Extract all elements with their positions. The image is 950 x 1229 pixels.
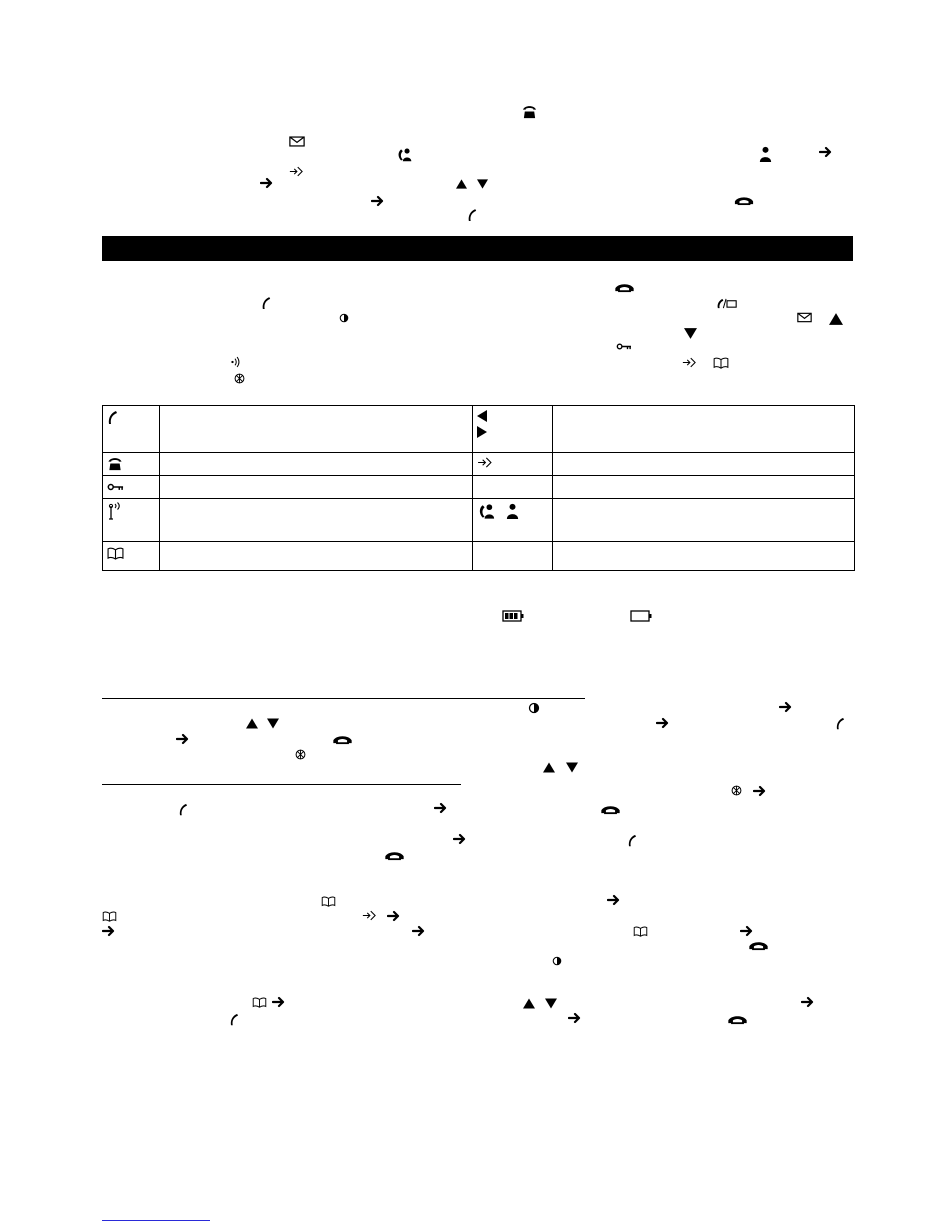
hang-up-icon	[600, 804, 621, 815]
antenna-icon	[107, 502, 123, 516]
arrow-right-icon	[453, 833, 467, 845]
mute-icon	[528, 702, 540, 714]
arrow-right-icon	[779, 701, 793, 713]
arrow-right-icon	[656, 717, 670, 729]
arrow-right-icon	[568, 1012, 582, 1024]
enter-icon	[477, 453, 492, 467]
battery-empty-icon	[630, 610, 652, 622]
table-icon-cell	[103, 476, 160, 499]
arrow-right-icon	[801, 996, 815, 1008]
hang-up-icon	[734, 195, 754, 206]
cross-icon	[295, 749, 306, 760]
table-text-cell	[553, 476, 855, 499]
talk-battery-icon	[716, 298, 738, 309]
arrow-up-icon	[543, 762, 555, 773]
phonebook-icon	[102, 911, 117, 922]
table-icon-cell	[103, 499, 160, 542]
arrow-right-icon	[272, 996, 286, 1008]
phonebook-icon	[107, 543, 124, 557]
hang-up-icon	[727, 1014, 748, 1025]
table-icon-cell	[473, 542, 553, 571]
arrow-right-icon	[753, 785, 767, 797]
key-icon	[616, 343, 632, 350]
table-text-cell	[160, 499, 473, 542]
hang-up-icon	[614, 282, 635, 293]
section-header-bar	[102, 236, 853, 261]
battery-full-icon	[502, 610, 524, 622]
arrow-up-icon	[456, 179, 467, 189]
table-text-cell	[553, 453, 855, 476]
heading-underline	[102, 784, 461, 785]
arrow-up-icon	[523, 998, 535, 1009]
table-row	[103, 542, 855, 571]
phonebook-icon	[713, 357, 729, 369]
icon-table	[102, 405, 855, 571]
arrow-right-icon	[176, 733, 190, 745]
arrow-right-icon	[412, 925, 426, 937]
table-icon-cell	[103, 406, 160, 453]
table-icon-cell	[473, 476, 553, 499]
arrow-right-icon	[102, 925, 116, 937]
arrow-up-icon	[246, 718, 258, 729]
table-row	[103, 406, 855, 453]
table-icon-cell	[473, 499, 553, 542]
table-row	[103, 453, 855, 476]
arrow-up-icon	[829, 313, 843, 325]
footer-link-underline	[102, 1220, 210, 1221]
handset-icon	[627, 834, 638, 848]
table-text-cell	[160, 476, 473, 499]
person-icon	[505, 502, 520, 516]
table-text-cell	[160, 453, 473, 476]
arrow-right-icon	[740, 925, 754, 937]
table-text-cell	[160, 542, 473, 571]
intercom-icon	[477, 502, 496, 516]
arrow-right-icon	[387, 910, 401, 922]
table-icon-cell	[103, 453, 160, 476]
enter-icon	[682, 357, 696, 368]
phonebook-icon	[252, 997, 267, 1008]
arrow-right-icon	[477, 422, 487, 436]
table-text-cell	[160, 406, 473, 453]
cross-icon	[234, 373, 245, 384]
handset-icon	[261, 296, 272, 311]
cross-icon	[731, 785, 742, 796]
enter-icon	[362, 910, 376, 921]
arrow-down-icon	[545, 998, 557, 1009]
mute-icon	[339, 313, 349, 323]
base-phone-icon	[107, 454, 123, 468]
table-row	[103, 476, 855, 499]
table-icon-cell	[473, 453, 553, 476]
handset-icon	[229, 1013, 240, 1027]
base-phone-icon	[522, 104, 537, 119]
intercom-icon	[396, 146, 413, 163]
handset-icon	[835, 717, 846, 731]
heading-underline	[102, 698, 585, 699]
hang-up-icon	[384, 850, 405, 861]
hang-up-icon	[332, 734, 353, 745]
phonebook-icon	[321, 896, 336, 907]
arrow-down-icon	[477, 179, 488, 189]
arrow-right-icon	[607, 894, 621, 906]
table-icon-cell	[473, 406, 553, 453]
phonebook-icon	[633, 926, 648, 937]
arrow-down-icon	[684, 328, 697, 339]
handset-icon	[467, 208, 478, 223]
table-text-cell	[553, 499, 855, 542]
arrow-right-icon	[371, 195, 385, 207]
key-icon	[107, 476, 124, 490]
arrow-right-icon	[260, 177, 274, 189]
arrow-down-icon	[267, 718, 279, 729]
enter-icon	[289, 166, 303, 177]
handset-icon	[107, 408, 119, 422]
table-icon-cell	[103, 542, 160, 571]
ringer-icon	[230, 356, 240, 368]
table-text-cell	[553, 406, 855, 453]
envelope-icon	[797, 312, 812, 323]
envelope-icon	[289, 136, 305, 147]
arrow-down-icon	[566, 762, 578, 773]
handset-icon	[178, 803, 189, 817]
person-icon	[758, 146, 773, 163]
mute-icon	[552, 956, 562, 966]
hang-up-icon	[748, 940, 769, 951]
arrow-right-icon	[819, 146, 833, 158]
table-text-cell	[553, 542, 855, 571]
table-row	[103, 499, 855, 542]
arrow-right-icon	[434, 802, 448, 814]
arrow-left-icon	[477, 406, 487, 420]
